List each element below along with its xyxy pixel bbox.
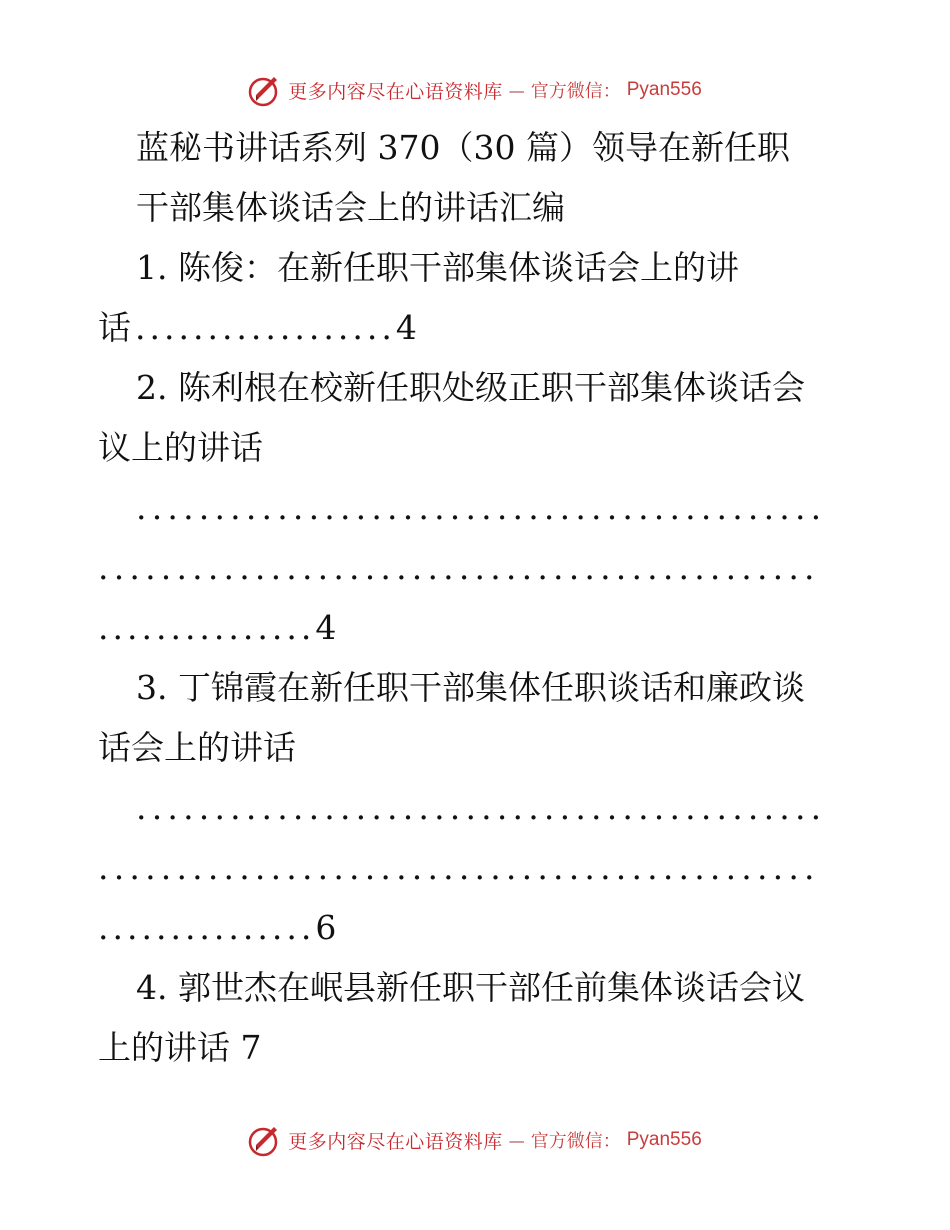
banner-dash: —	[508, 1130, 525, 1150]
toc-entry-2-line-2: 议上的讲话	[98, 428, 263, 467]
banner-wechat-label: 官方微信：	[530, 81, 621, 102]
toc-entry-3-dots-2: ..............................................	[98, 848, 820, 887]
pen-seal-icon	[248, 73, 282, 107]
document-title-line-1: 蓝秘书讲话系列 370（30 篇）领导在新任职	[136, 128, 790, 167]
toc-entry-1-line-1: 1. 陈俊：在新任职干部集体谈话会上的讲	[136, 248, 739, 287]
toc-entry-3-dots-3: ...............6	[98, 908, 341, 947]
banner-wechat-label: 官方微信：	[530, 1131, 621, 1152]
header-banner	[0, 70, 950, 110]
toc-entry-2-line-1: 2. 陈利根在校新任职处级正职干部集体谈话会	[136, 368, 805, 407]
banner-text: 更多内容尽在心语资料库	[288, 1130, 503, 1153]
banner-text: 更多内容尽在心语资料库	[288, 80, 503, 103]
toc-entry-2-dots-3: ...............4	[98, 608, 341, 647]
toc-entry-1-line-2: 话..................4	[98, 308, 421, 347]
toc-entry-3-dots-1: ............................................	[136, 788, 827, 827]
toc-entry-4-line-1: 4. 郭世杰在岷县新任职干部任前集体谈话会议	[136, 968, 805, 1007]
footer-banner	[0, 1120, 950, 1160]
toc-entry-2-dots-1: ............................................	[136, 488, 827, 527]
toc-entry-4-line-2: 上的讲话 7	[98, 1028, 262, 1067]
toc-entry-3-line-1: 3. 丁锦霞在新任职干部集体任职谈话和廉政谈	[136, 668, 805, 707]
banner-wechat-id: Pyan556	[626, 79, 702, 100]
document-title-line-2: 干部集体谈话会上的讲话汇编	[136, 188, 565, 227]
pen-seal-icon	[248, 1123, 282, 1157]
banner-dash: —	[508, 80, 525, 100]
toc-entry-3-line-2: 话会上的讲话	[98, 728, 296, 767]
document-body	[98, 118, 858, 1078]
toc-entry-2-dots-2: ..............................................	[98, 548, 820, 587]
banner-wechat-id: Pyan556	[626, 1129, 702, 1150]
